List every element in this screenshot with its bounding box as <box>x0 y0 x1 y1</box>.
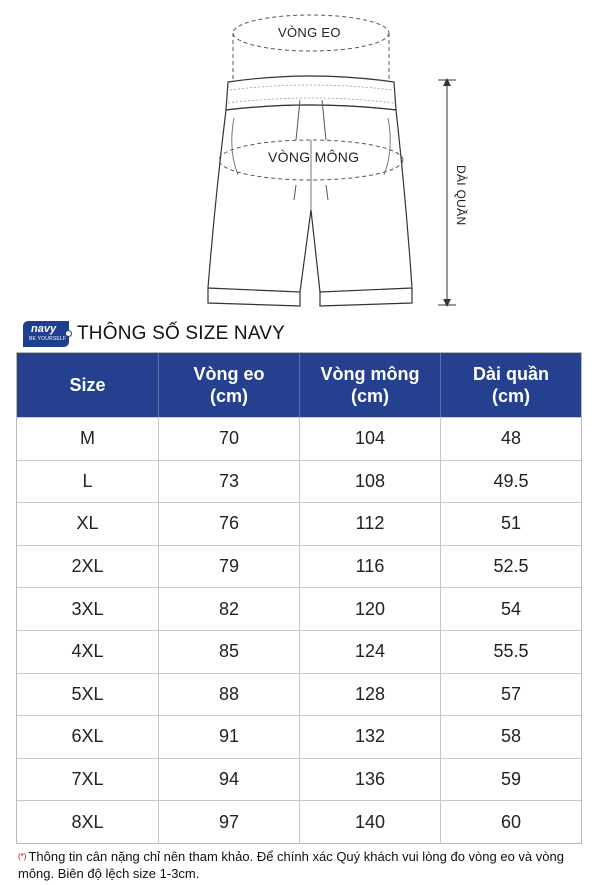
logo-text: navy <box>31 323 57 335</box>
table-cell: 132 <box>300 716 441 758</box>
column-header-line: Vòng eo <box>193 364 265 384</box>
table-row <box>17 673 581 716</box>
navy-logo <box>23 321 69 347</box>
length-label: DÀI QUẦN <box>454 165 468 226</box>
table-cell: 136 <box>300 759 441 801</box>
table-cell: 8XL <box>17 801 159 843</box>
table-header <box>17 353 581 417</box>
table-cell: 6XL <box>17 716 159 758</box>
table-cell: 128 <box>300 674 441 716</box>
registered-icon <box>65 330 72 337</box>
brand-header <box>23 319 285 349</box>
table-cell: 5XL <box>17 674 159 716</box>
table-row <box>17 587 581 630</box>
table-cell: 2XL <box>17 546 159 588</box>
table-cell: 59 <box>500 769 522 790</box>
table-cell: 57 <box>500 683 522 704</box>
table-cell: 120 <box>300 588 441 630</box>
footnote <box>18 848 588 882</box>
table-cell: 51 <box>500 513 522 534</box>
table-cell: 49.5 <box>493 470 529 491</box>
footnote-marker: (*) <box>18 852 27 861</box>
hip-label: VÒNG MÔNG <box>268 149 360 165</box>
table-cell: 60 <box>500 811 522 832</box>
table-cell: 82 <box>159 588 300 630</box>
column-header-line: (cm) <box>491 386 530 406</box>
table-cell: 97 <box>159 801 300 843</box>
table-cell: 88 <box>159 674 300 716</box>
table-cell: 85 <box>159 631 300 673</box>
column-header-line: Vòng mông <box>320 364 420 384</box>
column-header-line: Dài quần <box>472 364 549 384</box>
logo-subtext: BE YOURSELF <box>29 336 67 342</box>
table-cell: 7XL <box>17 759 159 801</box>
table-body <box>17 417 581 843</box>
table-cell: 104 <box>300 418 441 460</box>
size-table <box>16 352 582 844</box>
table-row <box>17 758 581 801</box>
column-header <box>300 353 441 417</box>
table-cell: 73 <box>159 461 300 503</box>
column-header <box>17 353 159 417</box>
column-header-line: Size <box>69 375 106 395</box>
table-cell: XL <box>17 503 159 545</box>
table-cell: 3XL <box>17 588 159 630</box>
table-cell: 52.5 <box>493 556 529 577</box>
table-row <box>17 715 581 758</box>
table-row <box>17 460 581 503</box>
table-cell: 79 <box>159 546 300 588</box>
column-header <box>441 353 581 417</box>
table-cell: 76 <box>159 503 300 545</box>
table-cell: 112 <box>300 503 441 545</box>
footnote-text: Thông tin cân nặng chỉ nên tham khảo. Để chính xác Quý khách vui lòng đo vòng eo và vòng mông. Biên độ lệch size 1-3cm. <box>18 849 564 881</box>
table-cell: 4XL <box>17 631 159 673</box>
table-row <box>17 800 581 843</box>
column-header-line: (cm) <box>209 386 248 406</box>
table-cell: 91 <box>159 716 300 758</box>
table-row <box>17 417 581 460</box>
table-cell: 116 <box>300 546 441 588</box>
table-cell: 108 <box>300 461 441 503</box>
table-row <box>17 545 581 588</box>
table-cell: 54 <box>500 598 522 619</box>
table-cell: 48 <box>500 428 522 449</box>
table-cell: 58 <box>500 726 522 747</box>
table-row <box>17 630 581 673</box>
table-row <box>17 502 581 545</box>
table-cell: L <box>17 461 159 503</box>
table-cell: 55.5 <box>493 641 529 662</box>
page-title: THÔNG SỐ SIZE NAVY <box>77 323 286 344</box>
column-header <box>159 353 300 417</box>
table-cell: 140 <box>300 801 441 843</box>
waist-label: VÒNG EO <box>278 25 341 40</box>
column-header-line: (cm) <box>350 386 389 406</box>
shorts-diagram <box>0 0 600 315</box>
table-cell: 70 <box>159 418 300 460</box>
table-cell: M <box>17 418 159 460</box>
table-cell: 124 <box>300 631 441 673</box>
table-cell: 94 <box>159 759 300 801</box>
